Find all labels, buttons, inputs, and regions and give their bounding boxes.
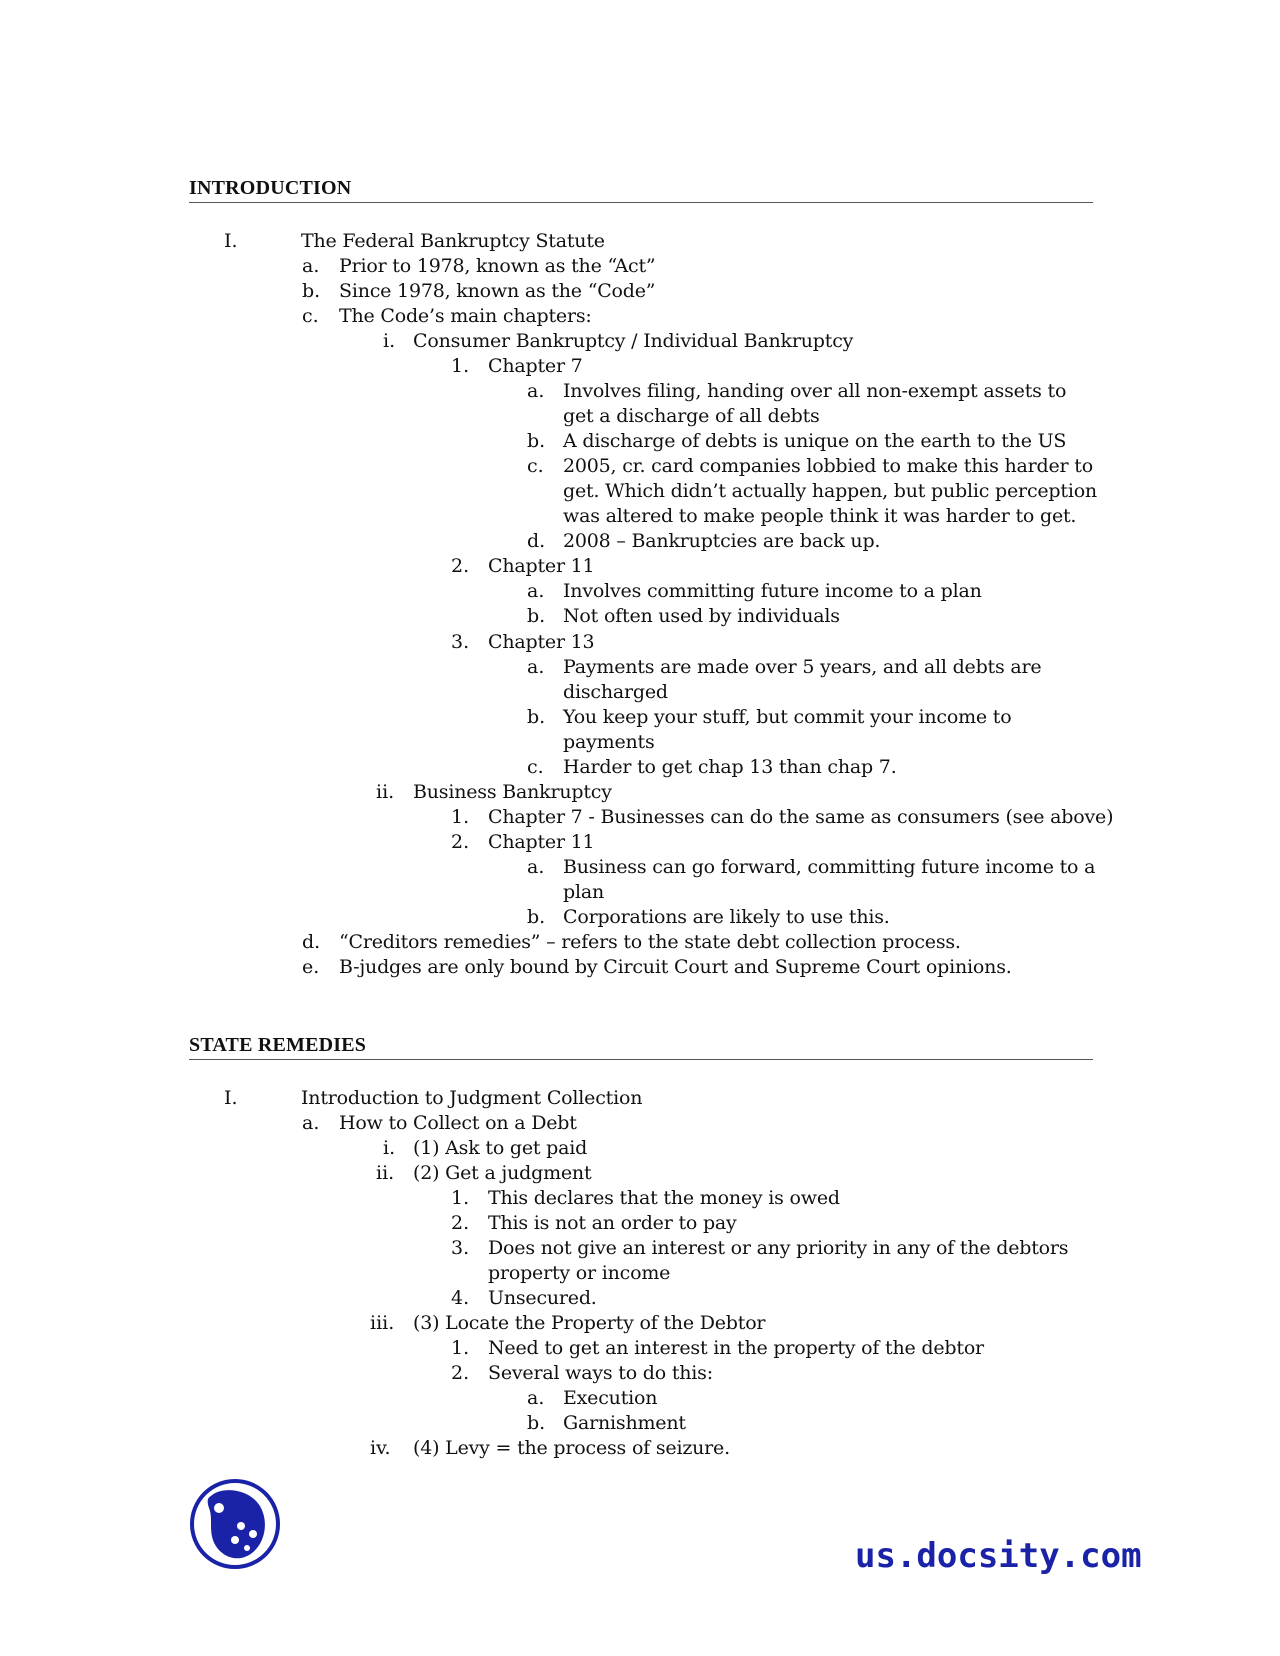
section-heading-introduction: INTRODUCTION: [189, 176, 1093, 203]
list-item-text: discharged: [563, 681, 668, 703]
list-item-text: The Federal Bankruptcy Statute: [301, 230, 605, 252]
list-marker: 2.: [451, 1212, 470, 1234]
list-item-text: Payments are made over 5 years, and all debts are: [563, 656, 1042, 678]
list-item-text: was altered to make people think it was harder to get.: [563, 505, 1077, 527]
list-marker: iii.: [370, 1312, 395, 1334]
list-marker: i.: [383, 1137, 396, 1159]
list-marker: b.: [527, 430, 546, 452]
list-item-text: Business can go forward, committing future income to a: [563, 856, 1096, 878]
list-item-text: Harder to get chap 13 than chap 7.: [563, 756, 897, 778]
list-item-text: (3) Locate the Property of the Debtor: [413, 1312, 766, 1334]
list-item-text: Prior to 1978, known as the “Act”: [339, 255, 656, 277]
list-item-text: Need to get an interest in the property of the debtor: [488, 1337, 984, 1359]
list-item-text: A discharge of debts is unique on the earth to the US: [563, 430, 1067, 452]
list-item-text: Corporations are likely to use this.: [563, 906, 890, 928]
list-marker: c.: [527, 455, 544, 477]
list-item-text: 2008 – Bankruptcies are back up.: [563, 530, 881, 552]
list-item-text: The Code’s main chapters:: [339, 305, 592, 327]
list-marker: ii.: [376, 1162, 395, 1184]
list-item-text: You keep your stuff, but commit your income to: [563, 706, 1012, 728]
list-marker: e.: [302, 956, 320, 978]
list-item-text: Not often used by individuals: [563, 605, 840, 627]
list-item-text: get a discharge of all debts: [563, 405, 820, 427]
list-marker: 2.: [451, 1362, 470, 1384]
list-item-text: Does not give an interest or any priority in any of the debtors: [488, 1237, 1069, 1259]
list-item-text: Chapter 7: [488, 355, 583, 377]
list-marker: a.: [527, 856, 545, 878]
list-item-text: This is not an order to pay: [488, 1212, 737, 1234]
list-marker: b.: [527, 706, 546, 728]
list-item-text: “Creditors remedies” – refers to the state debt collection process.: [339, 931, 961, 953]
list-marker: a.: [527, 380, 545, 402]
list-marker: 1.: [451, 355, 470, 377]
list-item-text: (2) Get a judgment: [413, 1162, 592, 1184]
list-item-text: Unsecured.: [488, 1287, 597, 1309]
list-marker: b.: [527, 605, 546, 627]
list-item-text: Involves filing, handing over all non-exempt assets to: [563, 380, 1067, 402]
list-marker: iv.: [370, 1437, 391, 1459]
list-item-text: Chapter 11: [488, 831, 595, 853]
list-marker: a.: [527, 1387, 545, 1409]
list-item-text: (4) Levy = the process of seizure.: [413, 1437, 730, 1459]
list-marker: 2.: [451, 555, 470, 577]
list-marker: 1.: [451, 806, 470, 828]
list-item-text: Involves committing future income to a plan: [563, 580, 982, 602]
brand-url[interactable]: us.docsity.com: [855, 1536, 1142, 1576]
list-item-text: 2005, cr. card companies lobbied to make this harder to: [563, 455, 1093, 477]
list-item-text: B-judges are only bound by Circuit Court and Supreme Court opinions.: [339, 956, 1012, 978]
list-marker: I.: [224, 230, 238, 252]
list-item-text: Chapter 7 - Businesses can do the same as consumers (see above): [488, 806, 1114, 828]
list-marker: b.: [527, 906, 546, 928]
list-marker: a.: [527, 656, 545, 678]
list-marker: i.: [383, 330, 396, 352]
list-marker: 1.: [451, 1337, 470, 1359]
list-item-text: Chapter 11: [488, 555, 595, 577]
list-marker: 2.: [451, 831, 470, 853]
docsity-logo-icon[interactable]: [189, 1478, 281, 1570]
list-item-text: (1) Ask to get paid: [413, 1137, 588, 1159]
list-item-text: Introduction to Judgment Collection: [301, 1087, 643, 1109]
list-marker: d.: [527, 530, 546, 552]
list-marker: a.: [302, 1112, 320, 1134]
list-marker: a.: [302, 255, 320, 277]
list-item-text: Consumer Bankruptcy / Individual Bankruptcy: [413, 330, 854, 352]
list-item-text: Chapter 13: [488, 631, 595, 653]
list-marker: c.: [302, 305, 319, 327]
list-marker: I.: [224, 1087, 238, 1109]
list-item-text: Business Bankruptcy: [413, 781, 612, 803]
list-marker: b.: [527, 1412, 546, 1434]
list-item-text: This declares that the money is owed: [488, 1187, 840, 1209]
list-marker: d.: [302, 931, 321, 953]
list-item-text: property or income: [488, 1262, 671, 1284]
list-marker: b.: [302, 280, 321, 302]
list-item-text: Garnishment: [563, 1412, 686, 1434]
list-marker: 3.: [451, 1237, 470, 1259]
list-marker: 3.: [451, 631, 470, 653]
list-item-text: How to Collect on a Debt: [339, 1112, 577, 1134]
list-item-text: get. Which didn’t actually happen, but public perception: [563, 480, 1097, 502]
section-heading-state-remedies: STATE REMEDIES: [189, 1033, 1093, 1060]
list-marker: 1.: [451, 1187, 470, 1209]
list-marker: c.: [527, 756, 544, 778]
list-item-text: plan: [563, 881, 605, 903]
list-marker: ii.: [376, 781, 395, 803]
list-marker: a.: [527, 580, 545, 602]
list-marker: 4.: [451, 1287, 470, 1309]
list-item-text: Execution: [563, 1387, 658, 1409]
list-item-text: Several ways to do this:: [488, 1362, 713, 1384]
list-item-text: Since 1978, known as the “Code”: [339, 280, 656, 302]
list-item-text: payments: [563, 731, 655, 753]
